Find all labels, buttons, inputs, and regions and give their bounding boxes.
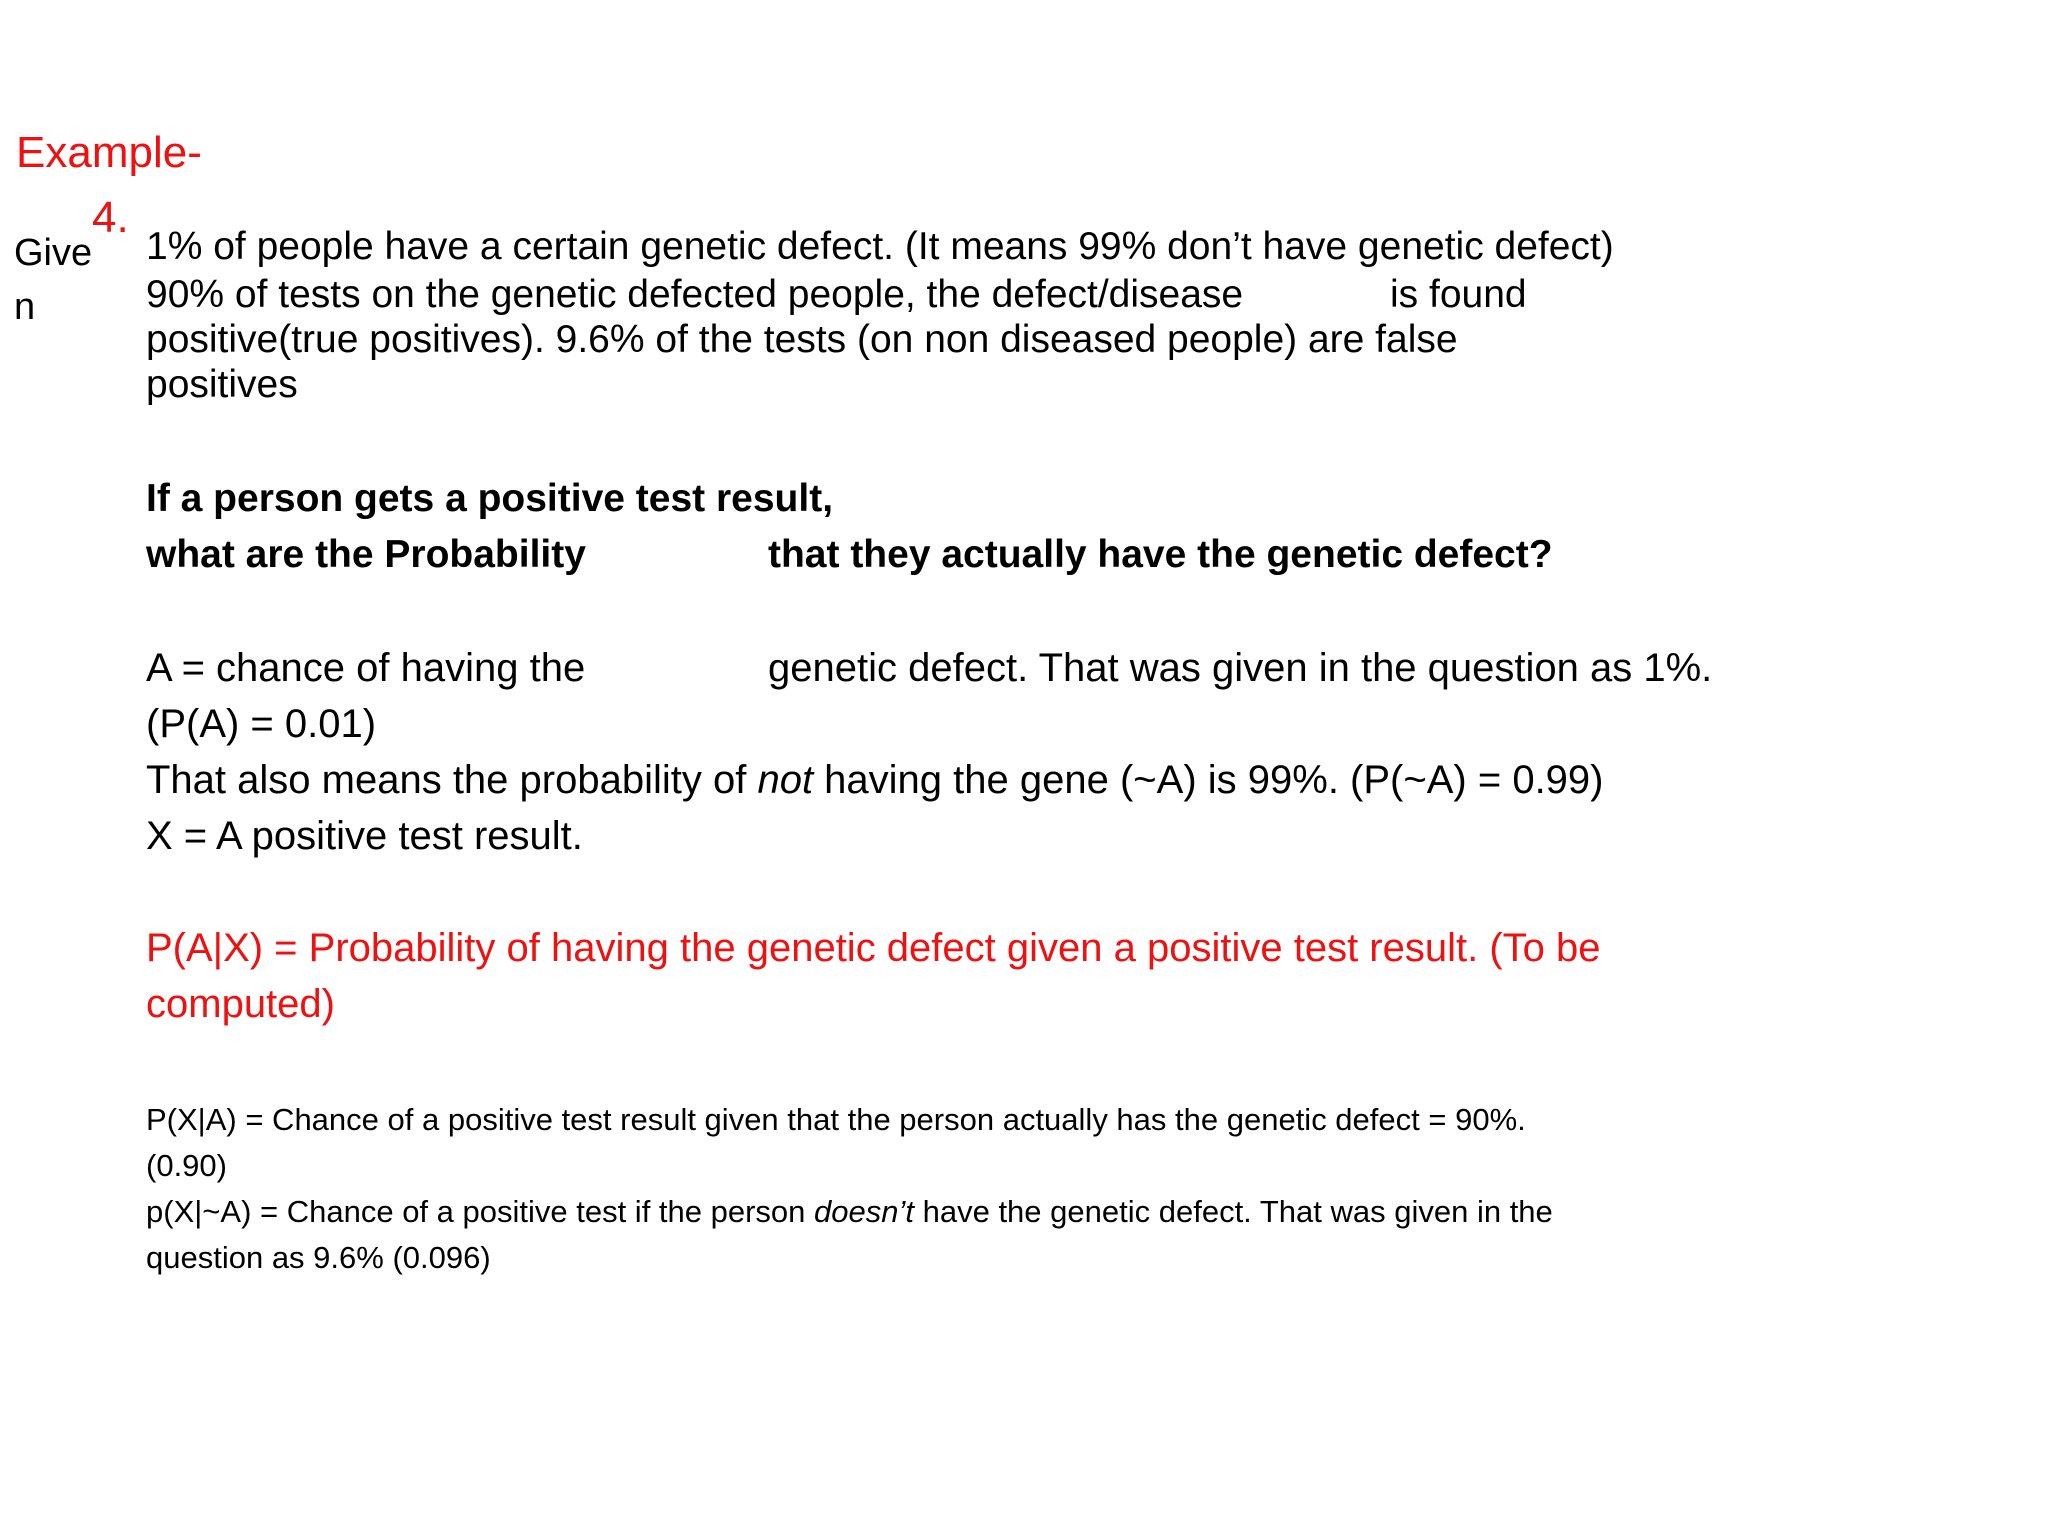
likelihood-x-given-not-a-emphasis: doesn’t [814,1194,914,1229]
definition-not-a-emphasis: not [757,758,814,802]
definition-not-a-post: having the gene (~A) is 99%. (P(~A) = 0.99) [813,758,1604,802]
likelihood-x-given-a-line-2: (0.90) [146,1148,227,1183]
intro-line-4: positives [146,363,298,406]
definition-x: X = A positive test result. [146,814,583,858]
definition-not-a-pre: That also means the probability of [146,758,758,802]
likelihood-x-given-not-a-post: have the genetic defect. That was given in the [914,1194,1553,1229]
target-line-2: computed) [146,982,335,1026]
likelihood-x-given-not-a-line-2: question as 9.6% (0.096) [146,1240,491,1275]
likelihood-x-given-not-a-pre: p(X|~A) = Chance of a positive test if the person [146,1194,815,1229]
likelihood-x-given-not-a-line-1 [146,1192,1553,1232]
question-line-2a: what are the Probability [146,533,586,576]
definition-a-line-1b: genetic defect. That was given in the question as 1%. [768,646,1713,690]
definition-a-line-1a: A = chance of having the [146,646,586,690]
given-label-continued: n [14,286,36,328]
intro-line-3: positive(true positives). 9.6% of the tests (on non diseased people) are false [146,318,1458,361]
intro-line-2b: is found [1390,273,1527,316]
definition-a-line-2: (P(A) = 0.01) [146,702,377,746]
intro-line-2a: 90% of tests on the genetic defected people, the defect/disease [146,273,1244,316]
slide-title-number: 4. [92,193,129,242]
intro-line-1: 1% of people have a certain genetic defect. (It means 99% don’t have genetic defect) [146,225,1614,268]
definition-not-a [146,756,1604,804]
likelihood-x-given-a-line-1: P(X|A) = Chance of a positive test result given that the person actually has the genetic defect = 90%. [146,1102,1526,1137]
question-line-2b: that they actually have the genetic defect? [768,533,1553,576]
question-line-1: If a person gets a positive test result, [146,477,834,520]
slide-title: Example- [16,128,202,177]
target-line-1: P(A|X) = Probability of having the genetic defect given a positive test result. (To be [146,926,1601,970]
given-label: Give [14,232,93,274]
